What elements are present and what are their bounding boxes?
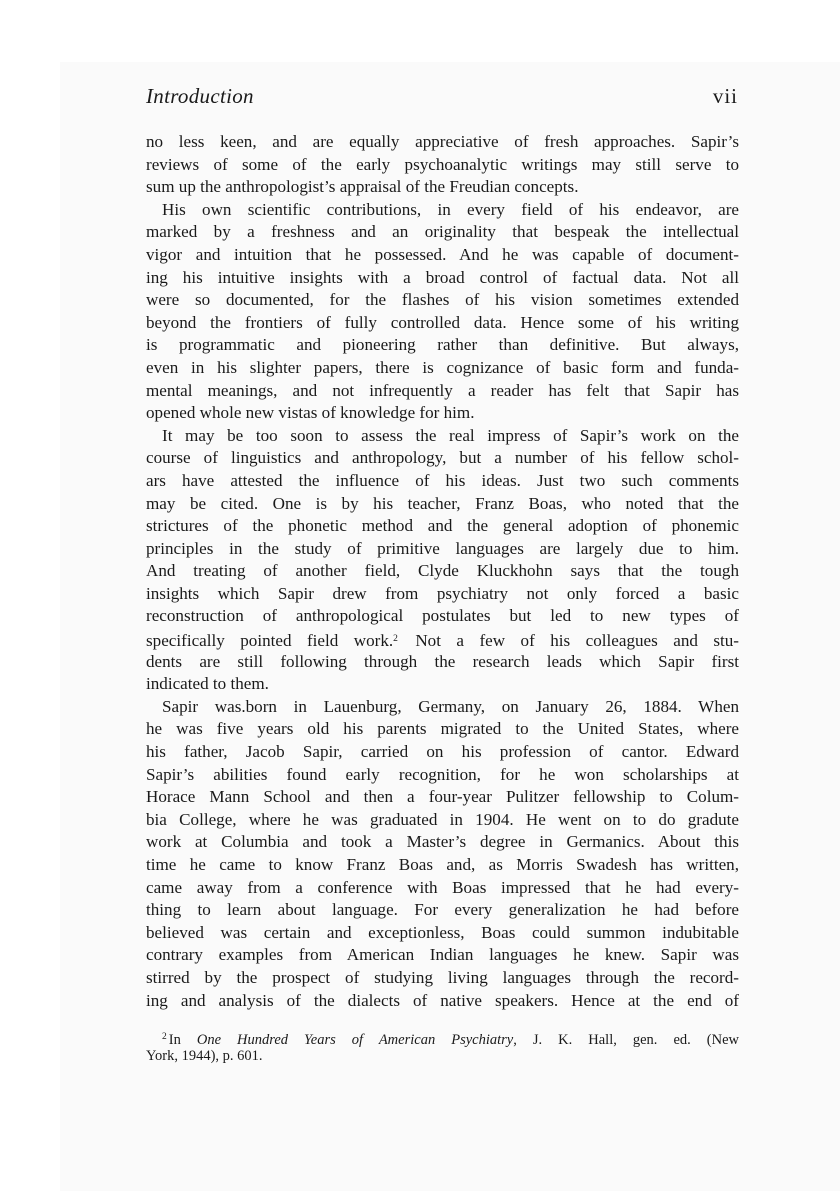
text-line: no less keen, and are equally appreciative of fresh approaches. Sapir’s bbox=[146, 132, 739, 151]
text-line: may be cited. One is by his teacher, Franz Boas, who noted that the bbox=[146, 493, 739, 513]
text-line: reconstruction of anthropological postulates but led to new types of bbox=[146, 606, 739, 626]
footnote-line bbox=[146, 1028, 739, 1047]
footnote-citation: , J. K. Hall, gen. ed. (New bbox=[513, 1032, 739, 1048]
text-line: Horace Mann School and then a four-year Pulitzer fellowship to Colum- bbox=[146, 787, 739, 807]
page-number: vii bbox=[712, 84, 738, 108]
text-line: bia College, where he was graduated in 1904. He went on to do gradute bbox=[146, 809, 739, 829]
text-line: insights which Sapir drew from psychiatry not only forced a basic bbox=[146, 583, 739, 603]
text-line: ars have attested the influence of his ideas. Just two such comments bbox=[146, 470, 739, 490]
body-text bbox=[146, 131, 739, 1012]
text-line: work at Columbia and took a Master’s degree in Germanics. About this bbox=[146, 832, 739, 852]
text-line: were so documented, for the flashes of his vision sometimes extended bbox=[146, 290, 739, 310]
text-line: mental meanings, and not infrequently a reader has felt that Sapir has bbox=[146, 380, 739, 400]
text-line-end: Not a few of his colleagues and stu- bbox=[399, 631, 739, 651]
text-line: Sapir’s abilities found early recognition, for he won scholarships at bbox=[146, 764, 739, 784]
text-line: came away from a conference with Boas impressed that he had every- bbox=[146, 877, 739, 897]
page-header bbox=[146, 84, 738, 116]
text-line: thing to learn about language. For every generalization he had before bbox=[146, 900, 739, 920]
text-line-with-note bbox=[146, 628, 739, 651]
text-line: sum up the anthropologist’s appraisal of the Freudian concepts. bbox=[146, 177, 579, 197]
text-line: marked by a freshness and an originality that bespeak the intellectual bbox=[146, 222, 739, 242]
footnote-book-title: One Hundred Years of American Psychiatry bbox=[196, 1032, 514, 1048]
text-line: strictures of the phonetic method and the general adoption of phonemic bbox=[146, 516, 739, 536]
text-line: It may be too soon to assess the real impress of Sapir’s work on the bbox=[162, 425, 739, 445]
text-line-start: specifically pointed field work. bbox=[146, 631, 394, 651]
text-line: Sapir was.born in Lauenburg, Germany, on January 26, 1884. When bbox=[162, 696, 739, 716]
text-line: ing and analysis of the dialects of native speakers. Hence at the end of bbox=[146, 990, 739, 1010]
text-line: stirred by the prospect of studying living languages through the record- bbox=[146, 967, 739, 987]
text-line: And treating of another field, Clyde Kluckhohn says that the tough bbox=[146, 561, 739, 581]
text-line: His own scientific contributions, in every field of his endeavor, are bbox=[162, 199, 739, 219]
text-line: his father, Jacob Sapir, carried on his profession of cantor. Edward bbox=[146, 742, 739, 762]
text-line: course of linguistics and anthropology, but a number of his fellow schol- bbox=[146, 448, 739, 468]
footnote-mark: 2 bbox=[162, 1032, 167, 1042]
text-line: even in his slighter papers, there is cognizance of basic form and funda- bbox=[146, 357, 739, 377]
text-line: time he came to know Franz Boas and, as Morris Swadesh has written, bbox=[146, 855, 739, 874]
text-line: dents are still following through the research leads which Sapir first bbox=[146, 651, 739, 671]
text-line: beyond the frontiers of fully controlled data. Hence some of his writing bbox=[146, 312, 739, 332]
text-line: is programmatic and pioneering rather than definitive. But always, bbox=[146, 335, 739, 355]
text-line: ing his intuitive insights with a broad control of factual data. Not all bbox=[146, 267, 739, 287]
footnote-lead: In bbox=[168, 1032, 197, 1048]
text-line: indicated to them. bbox=[146, 674, 269, 694]
text-line: reviews of some of the early psychoanalytic writings may still serve to bbox=[146, 154, 739, 174]
text-line: vigor and intuition that he possessed. And he was capable of document- bbox=[146, 244, 739, 264]
footnote bbox=[146, 1028, 739, 1066]
running-head: Introduction bbox=[146, 84, 254, 108]
text-line: contrary examples from American Indian languages he knew. Sapir was bbox=[146, 945, 739, 965]
text-line: opened whole new vistas of knowledge for him. bbox=[146, 403, 475, 423]
footnote-line: York, 1944), p. 601. bbox=[146, 1048, 263, 1064]
text-line: believed was certain and exceptionless, Boas could summon indubitable bbox=[146, 922, 739, 942]
text-line: principles in the study of primitive languages are largely due to him. bbox=[146, 538, 739, 558]
footnote-reference: 2 bbox=[393, 634, 398, 645]
text-line: he was five years old his parents migrated to the United States, where bbox=[146, 719, 739, 739]
